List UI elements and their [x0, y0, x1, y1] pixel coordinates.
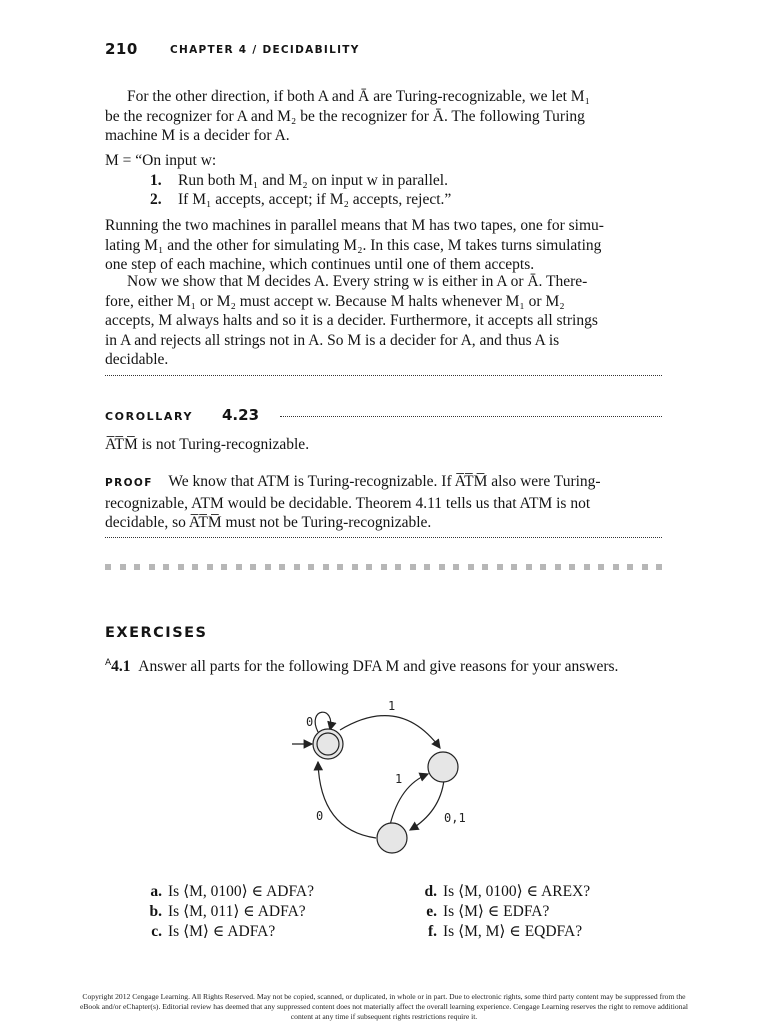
footer-line: eBook and/or eChapter(s). Editorial review has deemed that any suppressed content does not materially affect the overall learning experience. Cengage Learning reserves the right to remove additional: [80, 1002, 688, 1011]
proof-paragraph: [105, 472, 662, 533]
bottom-state: [377, 823, 407, 853]
step-text: If M₁ accepts, accept; if M₂ accepts, reject.”: [178, 191, 452, 208]
paragraph-line: fore, either M₁ or M₂ must accept w. Because M halts whenever M₁ or M₂: [105, 292, 565, 310]
exercise-part: d. Is ⟨M, 0100⟩ ∈ AREX?: [424, 883, 591, 900]
exercise-marker: A: [105, 658, 112, 668]
intro-paragraph: [105, 87, 662, 146]
paragraph-line: decidable.: [105, 351, 169, 368]
corollary-number: 4.23: [222, 406, 260, 424]
decides-paragraph: [105, 272, 662, 370]
right-edge-label: 0,1: [444, 811, 466, 825]
section-divider: [105, 537, 662, 538]
start-accept-state-inner: [317, 733, 339, 755]
machine-step: [150, 190, 451, 210]
paragraph-line: one step of each machine, which continues until one of them accepts.: [105, 256, 535, 273]
paragraph-line: Now we show that M decides A. Every string w is either in A or Ā. There-: [127, 273, 588, 290]
exercise-number: 4.1: [111, 658, 131, 676]
paragraph-line: We know that ATM is Turing-recognizable. If A̅T̅M̅ also were Turing-: [168, 473, 601, 490]
corollary-statement: A̅T̅M̅ is not Turing-recognizable.: [105, 436, 310, 453]
parallel-paragraph: [105, 216, 662, 275]
paragraph-line: recognizable, ATM would be decidable. Theorem 4.11 tells us that ATM is not: [105, 494, 591, 512]
paragraph-line: lating M₁ and the other for simulating M₂. In this case, M takes turns simulating: [105, 236, 602, 254]
top-edge: [340, 716, 440, 748]
section-divider: [105, 375, 662, 376]
top-edge-label: 1: [388, 699, 396, 713]
corollary-label: COROLLARY: [105, 410, 194, 423]
exercise-question: [105, 658, 618, 676]
machine-definition: M = “On input w:: [105, 152, 217, 169]
page-number: 210: [105, 40, 138, 58]
dfa-diagram: [280, 690, 480, 870]
machine-step: [150, 171, 448, 191]
exercises-title: EXERCISES: [105, 625, 208, 641]
exercise-text: Answer all parts for the following DFA M and give reasons for your answers.: [138, 658, 619, 676]
intro-line: machine M is a decider for A.: [105, 127, 290, 144]
left-edge: [318, 762, 376, 838]
self-loop-label: 0: [306, 715, 314, 729]
exercise-part: b. Is ⟨M, 011⟩ ∈ ADFA?: [149, 903, 306, 920]
step-number: 1.: [150, 172, 162, 189]
step-number: 2.: [150, 191, 162, 208]
intro-line: be the recognizer for A and M₂ be the recognizer for Ā. The following Turing: [105, 107, 585, 125]
decorative-divider: [105, 564, 662, 570]
footer-line: Copyright 2012 Cengage Learning. All Rights Reserved. May not be copied, scanned, or duplicated, in whole or in part. Due to electronic rights, some third party content may be suppressed from the: [82, 992, 686, 1001]
exercise-part: a. Is ⟨M, 0100⟩ ∈ ADFA?: [150, 883, 314, 900]
paragraph-line: accepts, M always halts and so it is a decider. Furthermore, it accepts all strings: [105, 312, 598, 329]
right-state: [428, 752, 458, 782]
exercise-part: f. Is ⟨M, M⟩ ∈ EQDFA?: [427, 923, 583, 940]
copyright-footer: [40, 992, 728, 1022]
corollary-rule: [280, 416, 662, 417]
right-edge: [410, 780, 444, 830]
paragraph-line: Running the two machines in parallel means that M has two tapes, one for simu-: [105, 217, 604, 234]
exercise-part: e. Is ⟨M⟩ ∈ EDFA?: [426, 903, 550, 920]
proof-label: PROOF: [105, 477, 153, 489]
left-edge-label: 0: [316, 809, 324, 823]
middle-edge-label: 1: [395, 772, 403, 786]
exercise-part: c. Is ⟨M⟩ ∈ ADFA?: [151, 923, 276, 940]
chapter-heading: CHAPTER 4 / DECIDABILITY: [170, 44, 360, 56]
paragraph-line: decidable, so A̅T̅M̅ must not be Turing-recognizable.: [105, 514, 432, 531]
step-text: Run both M₁ and M₂ on input w in parallel.: [178, 172, 448, 189]
intro-line: For the other direction, if both A and Ā are Turing-recognizable, we let M₁: [127, 88, 590, 105]
footer-line: content at any time if subsequent rights restrictions require it.: [290, 1012, 478, 1021]
paragraph-line: in A and rejects all strings not in A. So M is a decider for A, and thus A is: [105, 331, 560, 349]
